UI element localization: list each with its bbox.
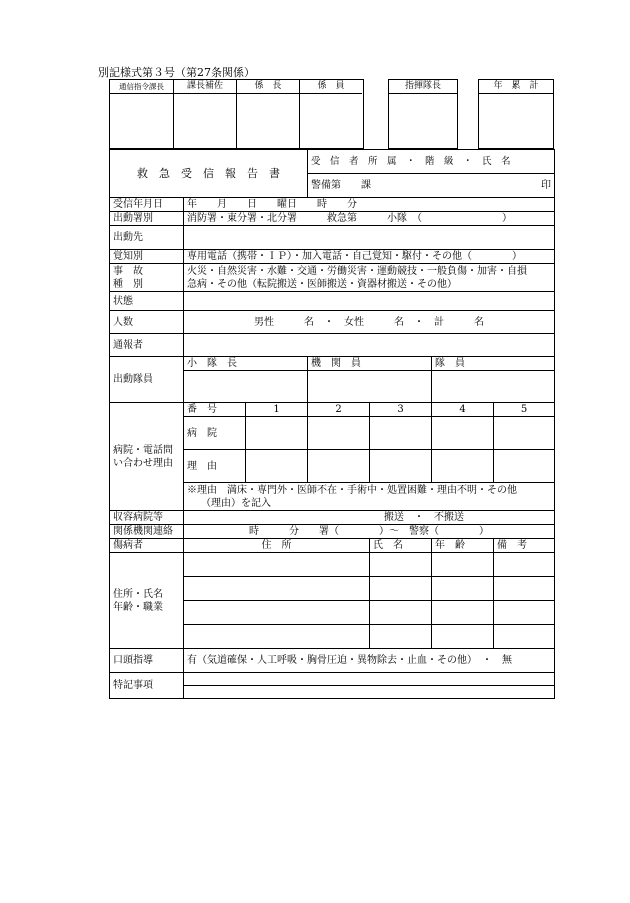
awareness-field[interactable]: 専用電話（携帯・ＩＰ）・加入電話・自己覚知・駆付・その他（ ） (184, 250, 555, 264)
reporter-label: 通報者 (110, 334, 184, 357)
crew-label: 出動隊員 (110, 357, 184, 403)
approval-yearly-header: 年 累 計 (479, 80, 553, 94)
hospital-col-4: 4 (432, 403, 494, 417)
crew-engineer-field[interactable] (308, 371, 432, 403)
hospital-col-3: 3 (370, 403, 432, 417)
address-label-1: 住所・氏名 (113, 588, 163, 600)
special-notes-label: 特記事項 (110, 673, 184, 699)
approval-commander-box (388, 79, 458, 149)
crew-leader-field[interactable] (184, 371, 308, 403)
crew-member-field[interactable] (432, 371, 555, 403)
crew-engineer-header: 機 関 員 (308, 357, 432, 371)
accident-type-line-1: 火災・自然災害・水難・交通・労働災害・運動競技・一般負傷・加害・自損 (187, 265, 527, 277)
approval-yearly-box (478, 79, 554, 149)
admit-label: 収容病院等 (110, 511, 184, 525)
approval-subchief-header: 係 長 (237, 80, 299, 94)
admit-field[interactable]: 搬送 ・ 不搬送 (184, 511, 555, 525)
approval-group-main (109, 79, 364, 149)
hospital-col-1: 1 (246, 403, 308, 417)
special-notes-line-2[interactable] (184, 686, 555, 699)
accident-type-line-2: 急病・その他（転院搬送・医師搬送・資器材搬送・その他） (187, 278, 457, 290)
accident-type-label-1: 事 故 (113, 265, 143, 277)
hospital-col-5: 5 (494, 403, 555, 417)
date-field[interactable]: 年 月 日 曜日 時 分 (184, 198, 555, 212)
contact-field[interactable]: 時 分 署（ ）～ 警察（ ） (184, 525, 555, 539)
condition-field[interactable] (184, 292, 555, 311)
report-table (109, 149, 555, 699)
accident-type-label-2: 種 別 (113, 278, 143, 290)
patient-label: 傷病者 (110, 539, 184, 553)
awareness-label: 覚知別 (110, 250, 184, 264)
crew-leader-header: 小 隊 長 (184, 357, 308, 371)
people-label: 人数 (110, 311, 184, 334)
patient-notes-header: 備 考 (494, 539, 555, 553)
hospital-col-2: 2 (308, 403, 370, 417)
station-field[interactable]: 消防署・東分署・北分署 救急第 小隊 （ ） (184, 212, 555, 226)
destination-label: 出動先 (110, 226, 184, 250)
approval-staff-header: 係 員 (300, 80, 362, 94)
address-label-2: 年齢・職業 (113, 601, 163, 613)
patient-name-header: 氏 名 (370, 539, 432, 553)
hospital-note-1: ※理由 満床・専門外・医師不在・手術中・処置困難・理由不明・その他 (187, 484, 517, 496)
people-field[interactable]: 男性 名 ・ 女性 名 ・ 計 名 (184, 311, 555, 334)
approval-deputy-header: 課長補佐 (174, 80, 236, 94)
approval-chief-header: 通信指令課長 (110, 80, 173, 94)
seal-mark: 印 (541, 180, 552, 191)
approval-commander-header: 指揮隊長 (389, 80, 457, 94)
form-caption: 別記様式第３号（第27条関係） (98, 66, 255, 79)
date-label: 受信年月日 (110, 198, 184, 212)
patient-age-header: 年 齢 (432, 539, 494, 553)
condition-label: 状態 (110, 292, 184, 311)
station-label: 出動署別 (110, 212, 184, 226)
crew-member-header: 隊 員 (432, 357, 555, 371)
hospital-number-header: 番 号 (184, 403, 246, 417)
patient-address-header: 住 所 (184, 539, 370, 553)
hospital-note-2: （理由）を記入 (201, 497, 271, 509)
oral-guidance-field[interactable]: 有（気道確保・人工呼吸・胸骨圧迫・異物除去・止血・その他） ・ 無 (184, 649, 555, 673)
contact-label: 関係機関連絡 (110, 525, 184, 539)
destination-field[interactable] (184, 226, 555, 250)
hospital-row-label: 病 院 (184, 417, 246, 450)
oral-guidance-label: 口頭指導 (110, 649, 184, 673)
receiver-info-header: 受 信 者 所 属 ・ 階 級 ・ 氏 名 (308, 150, 555, 174)
hospital-reason-label: 病院・電話問い合わせ理由 (110, 403, 184, 511)
reason-row-label: 理 由 (184, 450, 246, 483)
special-notes-line-1[interactable] (184, 673, 555, 686)
reporter-field[interactable] (184, 334, 555, 357)
receiver-unit: 警備第 課 (311, 180, 371, 191)
report-title: 救 急 受 信 報 告 書 (110, 150, 308, 198)
